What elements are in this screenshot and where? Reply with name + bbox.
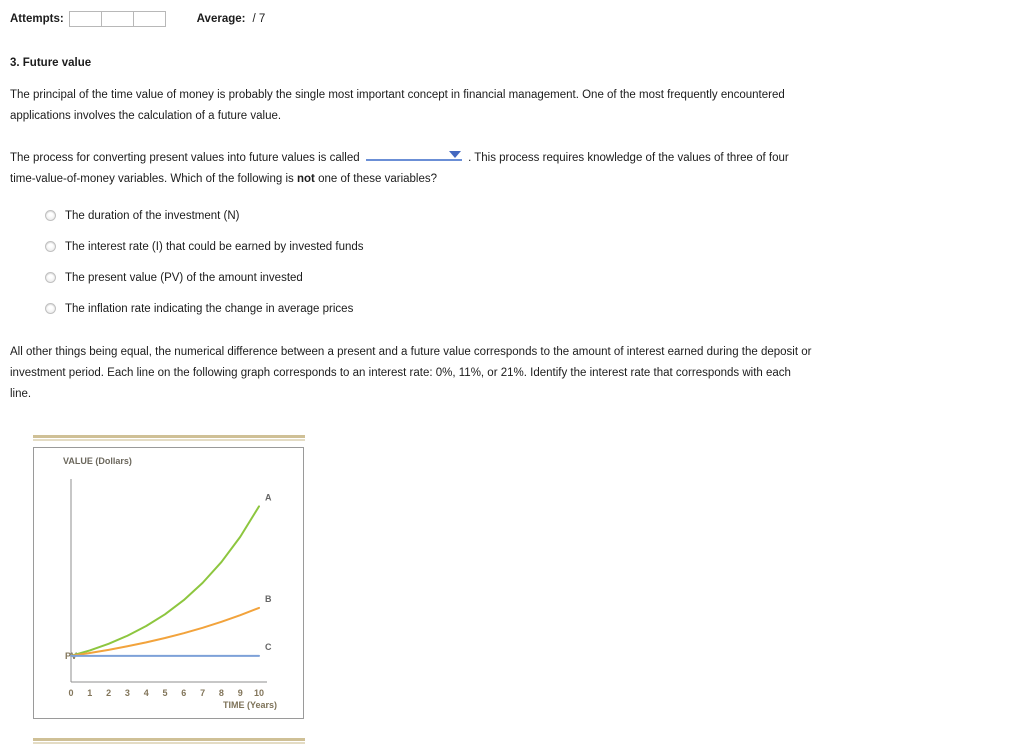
svg-text:8: 8 [218, 688, 224, 698]
section-divider-top [33, 435, 305, 438]
option-row-3[interactable] [45, 269, 1024, 286]
attempts-boxes [69, 11, 165, 27]
future-value-chart [34, 448, 304, 718]
svg-text:7: 7 [200, 688, 206, 698]
average-label: Average: [196, 13, 246, 25]
sentence-end: one of these variables? [318, 173, 438, 185]
option-label-4: The inflation rate indicating the change in average prices [65, 302, 354, 315]
section-divider-top-light [33, 439, 305, 441]
attempts-bar [10, 10, 1024, 28]
svg-text:B: B [265, 593, 272, 604]
svg-text:9: 9 [237, 688, 243, 698]
svg-text:4: 4 [143, 688, 149, 698]
radio-option-4[interactable] [45, 303, 56, 314]
average-value: / 7 [252, 13, 266, 25]
svg-text:0: 0 [68, 688, 74, 698]
chevron-down-icon [449, 151, 461, 158]
attempts-box-2 [101, 11, 134, 27]
intro-paragraph: The principal of the time value of money is probably the single most important concept in financial management. One of the most frequently encountered applications involves the calculation of a future value. [10, 89, 785, 122]
sentence-after: . This process requires knowledge of the values of three of four time-value-of-money variables. Which of the following is [10, 152, 789, 185]
graph-panel [33, 447, 304, 719]
attempts-box-3 [133, 11, 166, 27]
option-label-3: The present value (PV) of the amount invested [65, 271, 303, 284]
answer-options [10, 207, 1024, 317]
graph-section [33, 435, 305, 744]
option-row-4[interactable] [45, 300, 1024, 317]
option-label-2: The interest rate (I) that could be earned by invested funds [65, 240, 364, 253]
option-row-2[interactable] [45, 238, 1024, 255]
svg-text:2: 2 [106, 688, 112, 698]
option-row-1[interactable] [45, 207, 1024, 224]
y-axis-label: VALUE (Dollars) [63, 456, 132, 466]
radio-option-3[interactable] [45, 272, 56, 283]
section-divider-bottom [33, 738, 305, 741]
dropdown-sentence [10, 148, 815, 190]
question-title: 3. Future value [10, 57, 92, 69]
graph-paragraph: All other things being equal, the numerical difference between a present and a future value corresponds to the amount of interest earned during the deposit or investment period. Each line on the following graph corresponds to an interest rate: 0%, 11%, or 21%. Identify the interest rate that corresponds with each line. [10, 346, 812, 400]
section-divider-bottom-light [33, 742, 305, 744]
svg-text:A: A [265, 492, 272, 503]
svg-text:10: 10 [253, 688, 265, 698]
svg-text:6: 6 [181, 688, 187, 698]
svg-text:PV: PV [64, 650, 77, 661]
not-emphasis: not [297, 173, 315, 185]
option-label-1: The duration of the investment (N) [65, 209, 240, 222]
sentence-before: The process for converting present values into future values is called [10, 152, 360, 164]
attempts-label: Attempts: [10, 13, 64, 25]
svg-text:C: C [265, 641, 272, 652]
radio-option-1[interactable] [45, 210, 56, 221]
svg-text:3: 3 [124, 688, 130, 698]
radio-option-2[interactable] [45, 241, 56, 252]
attempts-box-1 [69, 11, 102, 27]
svg-text:1: 1 [87, 688, 93, 698]
svg-text:5: 5 [162, 688, 168, 698]
fv-process-dropdown[interactable] [366, 148, 462, 161]
svg-text:TIME (Years): TIME (Years) [222, 700, 278, 710]
